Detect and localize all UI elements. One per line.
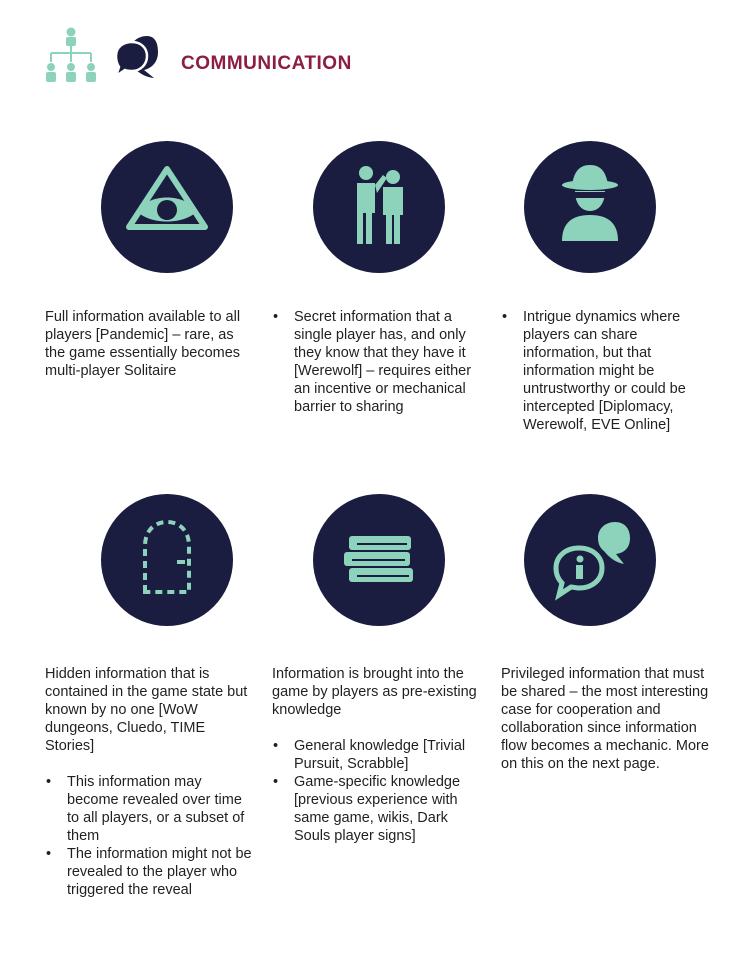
card-2-bullet-list — [272, 308, 484, 416]
list-item: • The information might not be revealed to the player who triggered the reveal — [45, 845, 257, 899]
card-2-icon-circle — [313, 141, 445, 273]
spy-icon — [524, 141, 656, 273]
info-chat-icon — [524, 494, 656, 626]
list-item: • Secret information that a single player has, and only they know that they have it [Werewolf] – requires either an incentive or mechanical barrier to sharing — [272, 308, 484, 416]
card-3-icon-circle — [524, 141, 656, 273]
whispering-people-icon — [313, 141, 445, 273]
card-5-paragraph: Information is brought into the game by players as pre-existing knowledge — [272, 666, 477, 718]
org-hierarchy-icon — [46, 28, 96, 83]
page-title: COMMUNICATION — [181, 53, 352, 74]
card-1-paragraph: Full information available to all players [Pandemic] – rare, as the game essentially becomes multi-player Solitaire — [45, 309, 241, 379]
card-5-bullet-list — [272, 737, 484, 845]
list-item: • Game-specific knowledge [previous experience with same game, wikis, Dark Souls player signs] — [272, 773, 484, 845]
header-icons — [42, 26, 162, 88]
card-2-text — [272, 308, 484, 416]
card-5-text — [272, 665, 484, 845]
card-4-paragraph: Hidden information that is contained in the game state but known by no one [WoW dungeons, Cluedo, TIME Stories] — [45, 666, 248, 754]
card-6-paragraph: Privileged information that must be shared – the most interesting case for cooperation and collaboration since information flow becomes a mechanic. More on this on the next page. — [501, 666, 709, 772]
list-item: • This information may become revealed over time to all players, or a subset of them — [45, 773, 257, 845]
list-item: • Intrigue dynamics where players can share information, but that information might be untrustworthy or could be intercepted [Diplomacy, Werewolf, EVE Online] — [501, 308, 713, 434]
card-6-text — [501, 665, 713, 773]
books-icon — [313, 494, 445, 626]
card-1-text — [45, 308, 250, 380]
card-5-icon-circle — [313, 494, 445, 626]
card-1-icon-circle — [101, 141, 233, 273]
chat-bubbles-icon — [116, 36, 158, 78]
eye-pyramid-icon — [101, 141, 233, 273]
card-4-text — [45, 665, 257, 899]
card-3-bullet-list — [501, 308, 713, 434]
list-item: • General knowledge [Trivial Pursuit, Scrabble] — [272, 737, 484, 773]
card-4-icon-circle — [101, 494, 233, 626]
card-4-bullet-list — [45, 773, 257, 899]
card-6-icon-circle — [524, 494, 656, 626]
hidden-door-icon — [101, 494, 233, 626]
card-3-text — [501, 308, 713, 434]
